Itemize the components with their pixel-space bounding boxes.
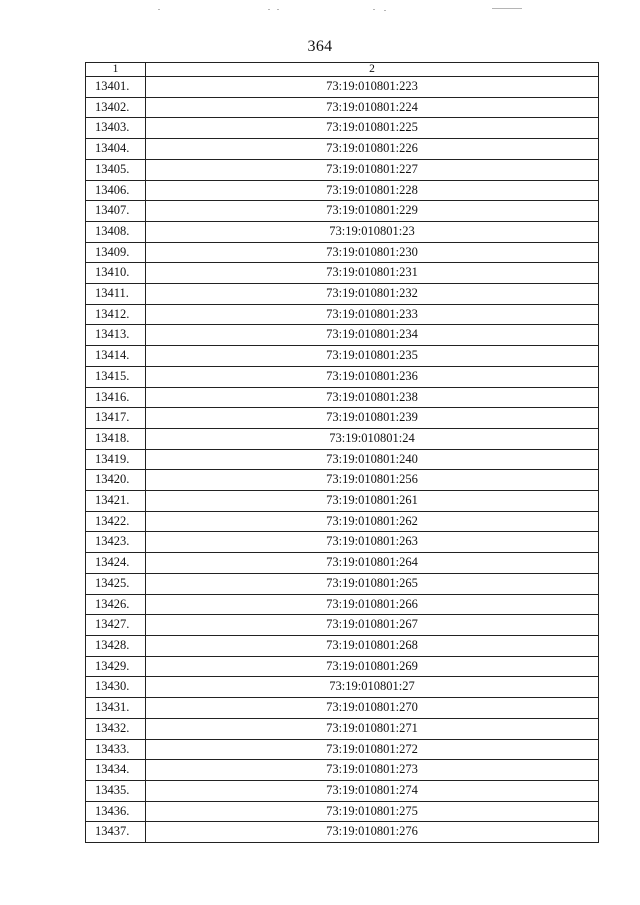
table-row [86,304,599,325]
row-number-cell: 13424. [86,553,146,574]
cadastral-number-cell: 73:19:010801:261 [146,491,599,512]
table-row [86,491,599,512]
row-number-cell: 13430. [86,677,146,698]
table-row [86,201,599,222]
cadastral-number-cell: 73:19:010801:268 [146,635,599,656]
row-number-cell: 13425. [86,573,146,594]
row-number-cell: 13421. [86,491,146,512]
cadastral-number-cell: 73:19:010801:23 [146,221,599,242]
table-row [86,221,599,242]
row-number-cell: 13435. [86,780,146,801]
row-number-cell: 13427. [86,615,146,636]
cadastral-number-cell: 73:19:010801:239 [146,408,599,429]
scan-speck [158,9,160,10]
table-body [86,77,599,843]
row-number-cell: 13407. [86,201,146,222]
row-number-cell: 13418. [86,428,146,449]
row-number-cell: 13403. [86,118,146,139]
table-row [86,159,599,180]
table-row [86,346,599,367]
table-row [86,801,599,822]
cadastral-number-cell: 73:19:010801:223 [146,77,599,98]
cadastral-number-cell: 73:19:010801:269 [146,656,599,677]
cadastral-number-cell: 73:19:010801:236 [146,366,599,387]
cadastral-number-cell: 73:19:010801:266 [146,594,599,615]
cadastral-number-cell: 73:19:010801:230 [146,242,599,263]
cadastral-number-cell: 73:19:010801:231 [146,263,599,284]
row-number-cell: 13431. [86,698,146,719]
scan-speck [492,8,522,9]
row-number-cell: 13432. [86,718,146,739]
table-row [86,553,599,574]
cadastral-number-cell: 73:19:010801:228 [146,180,599,201]
table-row [86,139,599,160]
cadastral-number-cell: 73:19:010801:229 [146,201,599,222]
cadastral-number-cell: 73:19:010801:235 [146,346,599,367]
cadastral-number-cell: 73:19:010801:264 [146,553,599,574]
cadastral-number-cell: 73:19:010801:262 [146,511,599,532]
row-number-cell: 13401. [86,77,146,98]
scan-speck [373,9,375,10]
row-number-cell: 13402. [86,97,146,118]
row-number-cell: 13426. [86,594,146,615]
scan-speck [268,9,270,10]
column-header-cadastral-code: 2 [146,63,599,77]
page-number: 364 [307,38,333,55]
row-number-cell: 13412. [86,304,146,325]
cadastral-number-cell: 73:19:010801:234 [146,325,599,346]
row-number-cell: 13406. [86,180,146,201]
cadastral-number-cell: 73:19:010801:272 [146,739,599,760]
cadastral-number-cell: 73:19:010801:256 [146,470,599,491]
table-row [86,449,599,470]
cadastral-number-cell: 73:19:010801:225 [146,118,599,139]
row-number-cell: 13422. [86,511,146,532]
row-number-cell: 13428. [86,635,146,656]
table-row [86,573,599,594]
row-number-cell: 13404. [86,139,146,160]
cadastral-number-cell: 73:19:010801:27 [146,677,599,698]
table-row [86,635,599,656]
cadastral-number-cell: 73:19:010801:232 [146,284,599,305]
table-row [86,77,599,98]
table-row [86,760,599,781]
row-number-cell: 13415. [86,366,146,387]
table-row [86,242,599,263]
registry-table [85,62,599,843]
table-row [86,511,599,532]
cadastral-number-cell: 73:19:010801:240 [146,449,599,470]
cadastral-number-cell: 73:19:010801:275 [146,801,599,822]
row-number-cell: 13410. [86,263,146,284]
row-number-cell: 13409. [86,242,146,263]
table-row [86,656,599,677]
row-number-cell: 13429. [86,656,146,677]
cadastral-number-cell: 73:19:010801:263 [146,532,599,553]
row-number-cell: 13434. [86,760,146,781]
table-row [86,325,599,346]
row-number-cell: 13417. [86,408,146,429]
column-header-number: 1 [86,63,146,77]
cadastral-number-cell: 73:19:010801:273 [146,760,599,781]
table-row [86,677,599,698]
header-row [86,63,599,77]
table-row [86,698,599,719]
table-row [86,739,599,760]
row-number-cell: 13433. [86,739,146,760]
table-row [86,118,599,139]
cadastral-number-cell: 73:19:010801:224 [146,97,599,118]
table-row [86,180,599,201]
table-row [86,470,599,491]
cadastral-number-cell: 73:19:010801:274 [146,780,599,801]
table-row [86,428,599,449]
row-number-cell: 13414. [86,346,146,367]
table-row [86,780,599,801]
cadastral-number-cell: 73:19:010801:238 [146,387,599,408]
cadastral-number-cell: 73:19:010801:24 [146,428,599,449]
row-number-cell: 13416. [86,387,146,408]
table-row [86,408,599,429]
scan-specks [0,6,640,16]
cadastral-number-cell: 73:19:010801:276 [146,822,599,843]
cadastral-number-cell: 73:19:010801:271 [146,718,599,739]
cadastral-number-cell: 73:19:010801:265 [146,573,599,594]
scan-speck [384,10,386,11]
table-row [86,366,599,387]
row-number-cell: 13420. [86,470,146,491]
row-number-cell: 13436. [86,801,146,822]
cadastral-number-cell: 73:19:010801:226 [146,139,599,160]
cadastral-number-cell: 73:19:010801:233 [146,304,599,325]
row-number-cell: 13408. [86,221,146,242]
table-row [86,718,599,739]
row-number-cell: 13405. [86,159,146,180]
table-row [86,822,599,843]
table-row [86,284,599,305]
row-number-cell: 13423. [86,532,146,553]
row-number-cell: 13437. [86,822,146,843]
row-number-cell: 13413. [86,325,146,346]
row-number-cell: 13419. [86,449,146,470]
table-header [86,63,599,77]
scan-speck [277,9,279,10]
table-row [86,387,599,408]
table-row [86,97,599,118]
row-number-cell: 13411. [86,284,146,305]
table-row [86,594,599,615]
table-row [86,615,599,636]
table-row [86,263,599,284]
cadastral-number-cell: 73:19:010801:227 [146,159,599,180]
cadastral-number-cell: 73:19:010801:270 [146,698,599,719]
cadastral-number-cell: 73:19:010801:267 [146,615,599,636]
table-row [86,532,599,553]
